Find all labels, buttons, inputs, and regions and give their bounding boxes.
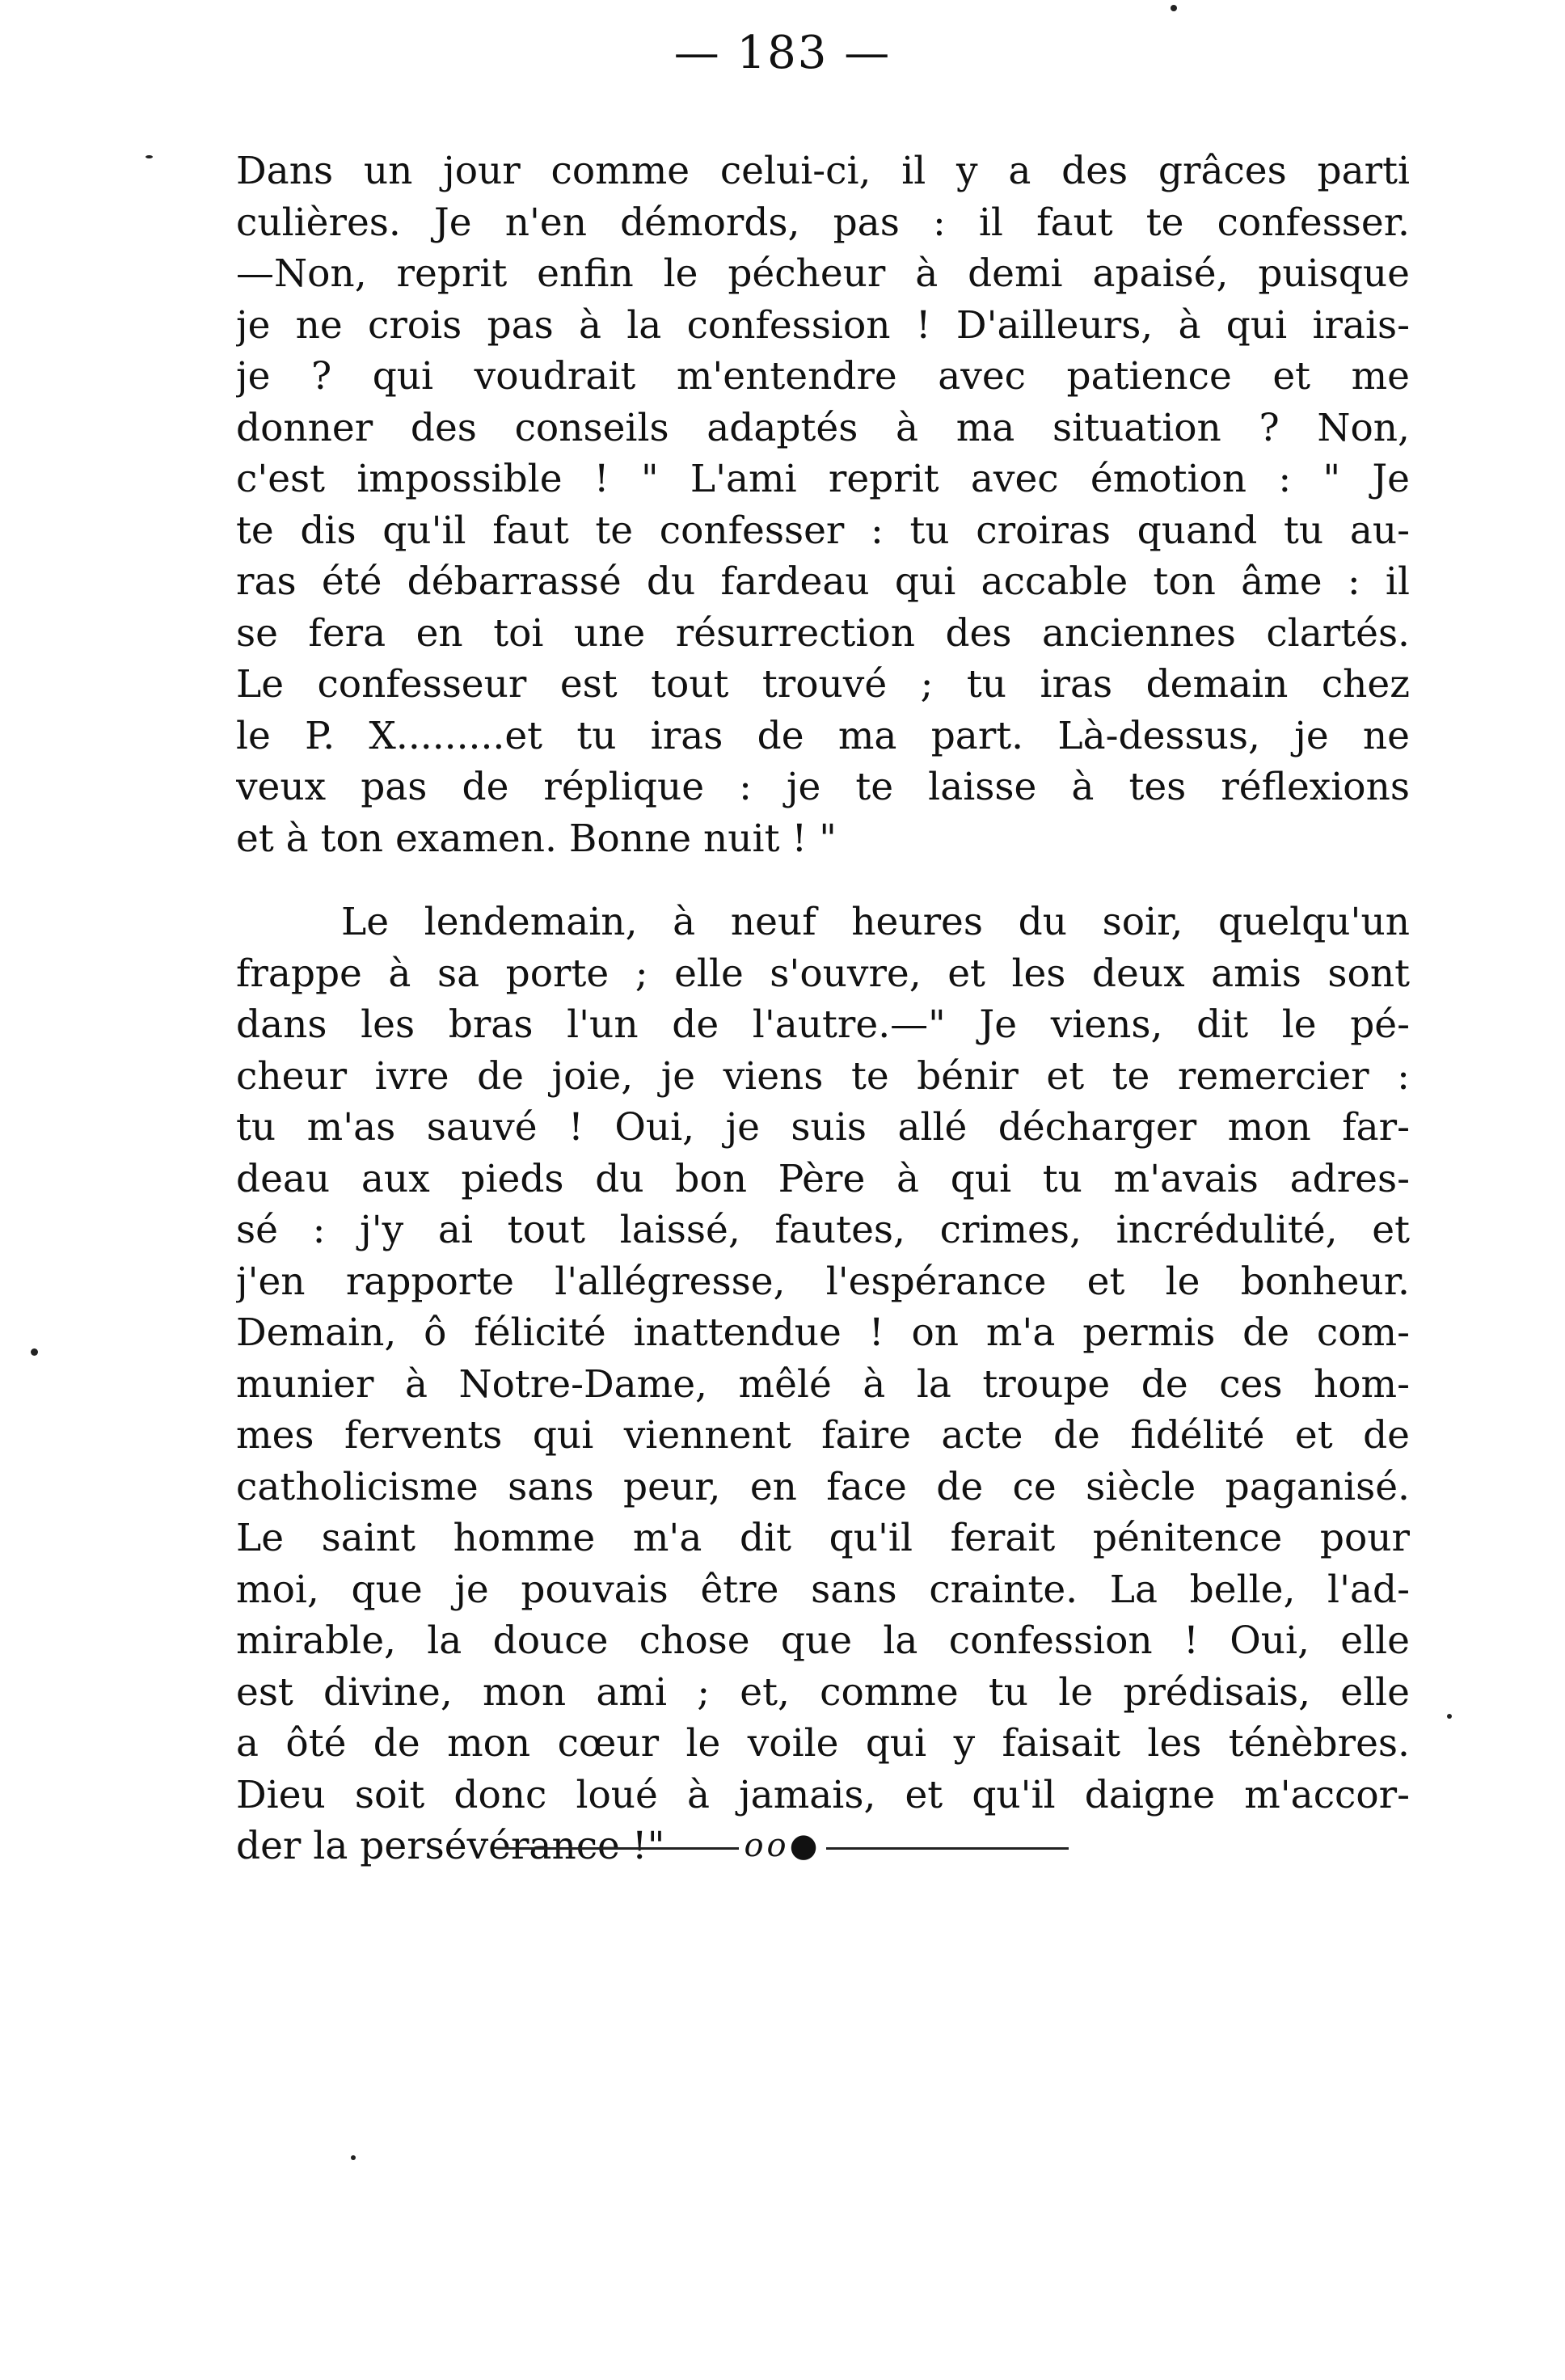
section-divider-ornament (0, 1827, 1565, 1864)
scan-speck (146, 155, 153, 158)
text-line: munier à Notre-Dame, mêlé à la troupe de ces hom- (236, 1361, 1410, 1407)
scan-speck (31, 1348, 38, 1356)
text-line: culières. Je n'en démords, pas : il faut te confesser. (236, 200, 1410, 245)
text-line: mes fervents qui viennent faire acte de fidélité et de (236, 1413, 1410, 1458)
text-line: j'en rapporte l'allégresse, l'espérance et le bonheur. (236, 1259, 1410, 1304)
divider-glyph: oo● (744, 1827, 821, 1864)
text-line: frappe à sa porte ; elle s'ouvre, et les deux amis sont (236, 951, 1410, 996)
divider-rule-right (826, 1847, 1069, 1850)
text-line: je ? qui voudrait m'entendre avec patience et me (236, 354, 1410, 399)
scan-speck (1447, 1714, 1452, 1719)
text-line: Le saint homme m'a dit qu'il ferait pénitence pour (236, 1516, 1410, 1560)
text-line: dans les bras l'un de l'autre.—" Je viens, dit le pé- (236, 1002, 1410, 1047)
text-line: veux pas de réplique : je te laisse à tes réflexions (236, 765, 1410, 809)
text-line: le P. X.........et tu iras de ma part. Là-dessus, je ne (236, 713, 1410, 758)
text-line: sé : j'y ai tout laissé, fautes, crimes, incrédulité, et (236, 1208, 1410, 1252)
text-line: cheur ivre de joie, je viens te bénir et te remercier : (236, 1053, 1410, 1099)
text-line: mirable, la douce chose que la confession ! Oui, elle (236, 1618, 1410, 1663)
body-text (236, 146, 1410, 1872)
text-line: der la persévérance !" (236, 1824, 665, 1868)
text-line: Demain, ô félicité inattendue ! on m'a permis de com- (236, 1310, 1410, 1355)
divider-rule-left (496, 1847, 739, 1850)
scan-speck (351, 2155, 356, 2160)
text-line: se fera en toi une résurrection des anciennes clartés. (236, 610, 1410, 656)
text-line: je ne crois pas à la confession ! D'ailleurs, à qui irais- (236, 302, 1410, 348)
paragraph-1 (236, 146, 1410, 864)
text-line: c'est impossible ! " L'ami reprit avec émotion : " Je (236, 457, 1410, 501)
text-line: Dieu soit donc loué à jamais, et qu'il daigne m'accor- (236, 1772, 1410, 1817)
text-line: —Non, reprit enfin le pécheur à demi apaisé, puisque (236, 251, 1410, 296)
text-line: Dans un jour comme celui-ci, il y a des grâces parti (236, 149, 1410, 193)
text-line: et à ton examen. Bonne nuit ! " (236, 816, 837, 861)
text-line: Le lendemain, à neuf heures du soir, quelqu'un (341, 900, 1410, 944)
text-line: donner des conseils adaptés à ma situation ? Non, (236, 405, 1410, 450)
text-line: Le confesseur est tout trouvé ; tu iras demain chez (236, 662, 1410, 707)
text-line: est divine, mon ami ; et, comme tu le prédisais, elle (236, 1669, 1410, 1715)
text-line: deau aux pieds du bon Père à qui tu m'avais adres- (236, 1156, 1410, 1201)
text-line: catholicisme sans peur, en face de ce siècle paganisé. (236, 1464, 1410, 1509)
text-line: te dis qu'il faut te confesser : tu croiras quand tu au- (236, 508, 1410, 553)
page-number: — 183 — (673, 27, 892, 79)
text-line: moi, que je pouvais être sans crainte. La belle, l'ad- (236, 1567, 1410, 1612)
scan-speck (1171, 5, 1177, 11)
text-line: tu m'as sauvé ! Oui, je suis allé décharger mon far- (236, 1105, 1410, 1150)
text-line: ras été débarrassé du fardeau qui accable ton âme : il (236, 559, 1410, 604)
text-line: a ôté de mon cœur le voile qui y faisait les ténèbres. (236, 1721, 1410, 1766)
paragraph-2 (236, 897, 1410, 1872)
